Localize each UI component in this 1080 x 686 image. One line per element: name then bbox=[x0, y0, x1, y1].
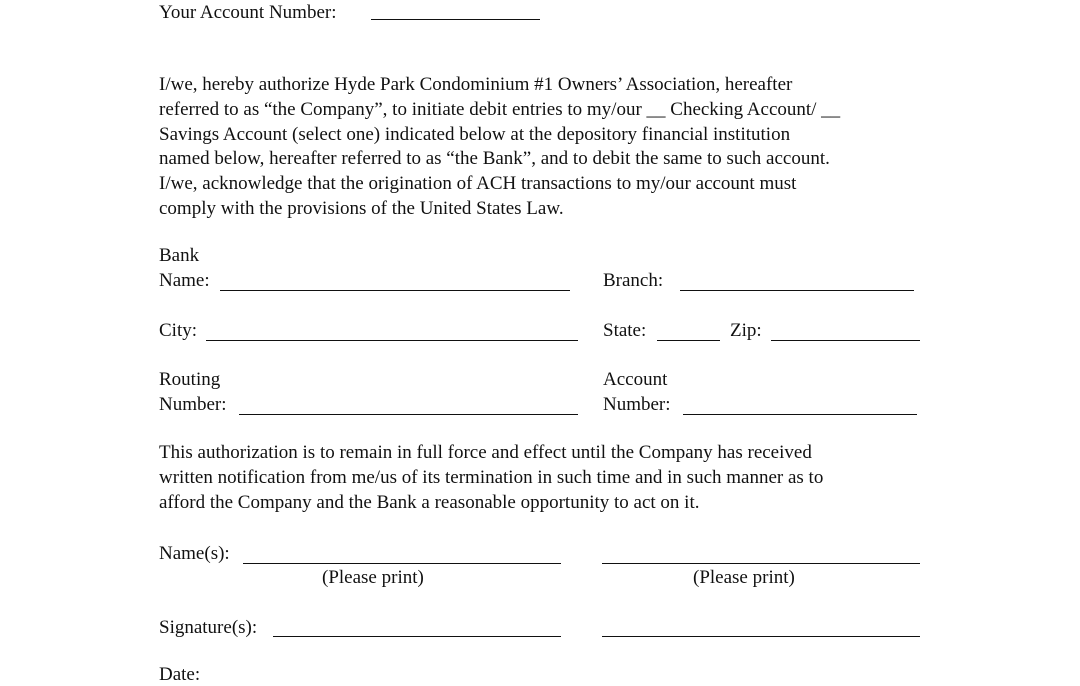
names-label: Name(s): bbox=[159, 543, 230, 564]
terms-paragraph bbox=[159, 441, 823, 515]
zip-field[interactable] bbox=[771, 340, 920, 341]
authorization-line: Savings Account (select one) indicated below at the depository financial institution bbox=[159, 123, 791, 145]
name-field-1[interactable] bbox=[243, 563, 561, 564]
bank-account-number-field[interactable] bbox=[683, 414, 917, 415]
branch-label: Branch: bbox=[603, 270, 664, 291]
account-number-label: Your Account Number: bbox=[159, 2, 337, 23]
state-field[interactable] bbox=[657, 340, 720, 341]
signatures-label: Signature(s): bbox=[159, 617, 258, 638]
name-field-2[interactable] bbox=[602, 563, 920, 564]
date-label: Date: bbox=[159, 664, 201, 685]
bank-name-field[interactable] bbox=[220, 290, 570, 291]
bank-name-label-line1: Bank bbox=[159, 245, 200, 266]
branch-field[interactable] bbox=[680, 290, 914, 291]
terms-line: This authorization is to remain in full force and effect until the Company has received bbox=[159, 442, 812, 463]
authorization-line: I/we, hereby authorize Hyde Park Condominium #1 Owners’ Association, hereafter bbox=[159, 74, 793, 95]
authorization-paragraph bbox=[159, 73, 840, 222]
authorization-line: I/we, acknowledge that the origination of ACH transactions to my/our account must bbox=[159, 173, 797, 195]
authorization-line: referred to as “the Company”, to initiate debit entries to my/our __ Checking Account/ __ bbox=[159, 98, 841, 120]
account-label-line2: Number: bbox=[603, 394, 671, 415]
city-field[interactable] bbox=[206, 340, 578, 341]
routing-label-line2: Number: bbox=[159, 394, 227, 415]
account-label-line1: Account bbox=[603, 369, 668, 390]
authorization-line: comply with the provisions of the United States Law. bbox=[159, 197, 564, 219]
please-print-note-2: (Please print) bbox=[693, 567, 795, 588]
please-print-note-1: (Please print) bbox=[322, 567, 424, 588]
routing-number-field[interactable] bbox=[239, 414, 578, 415]
authorization-line: named below, hereafter referred to as “the Bank”, and to debit the same to such account. bbox=[159, 148, 830, 170]
bank-name-label-line2: Name: bbox=[159, 270, 210, 291]
zip-label: Zip: bbox=[730, 320, 762, 341]
terms-line: afford the Company and the Bank a reasonable opportunity to act on it. bbox=[159, 491, 700, 513]
city-label: City: bbox=[159, 320, 198, 341]
routing-label-line1: Routing bbox=[159, 369, 221, 390]
signature-field-2[interactable] bbox=[602, 636, 920, 637]
signature-field-1[interactable] bbox=[273, 636, 561, 637]
terms-line: written notification from me/us of its termination in such time and in such manner as to bbox=[159, 466, 824, 488]
state-label: State: bbox=[603, 320, 647, 341]
account-number-field[interactable] bbox=[371, 19, 540, 20]
